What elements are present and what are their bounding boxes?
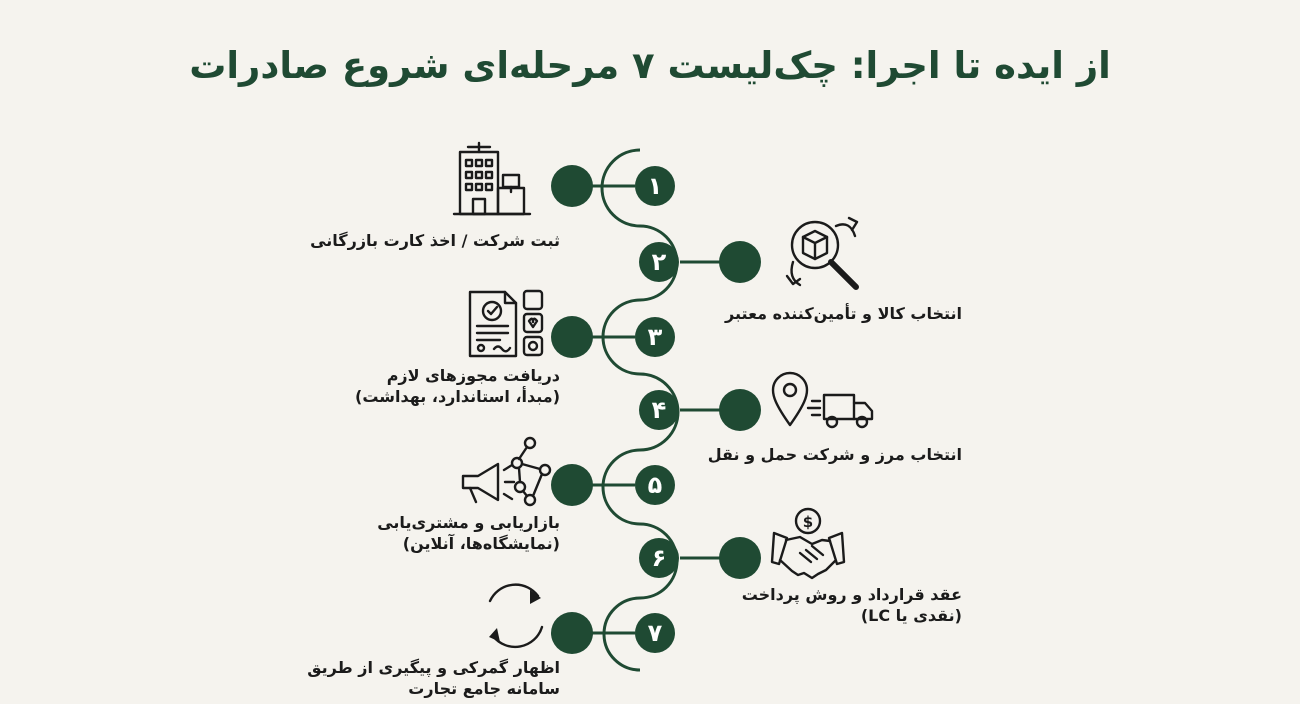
step-5-line-2: (نمایشگاه‌ها، آنلاین) [402,534,560,553]
step-1-line-1: ثبت شرکت / اخذ کارت بازرگانی [310,231,560,250]
step-number-7 [635,613,675,653]
dot-5 [551,464,593,506]
certificate-document-icon [470,291,542,356]
handshake-dollar-icon [772,509,844,578]
product-search-icon [787,218,857,287]
step-2-line-1: انتخاب کالا و تأمین‌کننده معتبر [725,304,962,323]
step-number-1-label: ۱ [647,172,663,200]
dot-6 [719,537,761,579]
office-building-icon [454,143,530,214]
step-7-label [307,657,560,699]
step-number-3-label: ۳ [647,323,663,351]
step-6-line-1: عقد قرارداد و روش پرداخت [741,585,962,604]
step-number-6 [639,538,679,578]
step-2-label [725,303,962,324]
dot-7 [551,612,593,654]
step-3-label [355,365,560,407]
step-4-line-1: انتخاب مرز و شرکت حمل و نقل [707,445,962,464]
step-number-2 [639,242,679,282]
dot-3 [551,316,593,358]
dot-1 [551,165,593,207]
step-5-line-1: بازاریابی و مشتری‌یابی [377,513,560,532]
location-truck-icon [773,373,872,427]
step-number-5-label: ۵ [647,471,663,499]
step-6-line-2: (نقدی یا LC) [860,606,962,625]
step-7-line-1: اظهار گمرکی و پیگیری از طریق [307,658,560,677]
step-number-7-label: ۷ [647,619,663,647]
dot-2 [719,241,761,283]
step-3-line-2: (مبدأ، استاندارد، بهداشت) [355,387,560,406]
step-6-label [742,584,962,626]
step-3-line-1: دریافت مجوزهای لازم [386,366,560,385]
step-number-5 [635,465,675,505]
step-number-4 [639,390,679,430]
step-4-label [708,444,962,465]
step-number-4-label: ۴ [651,396,667,424]
megaphone-network-icon [463,438,550,505]
svg-text:$: $ [802,513,814,531]
step-5-label [377,512,560,554]
dot-4 [719,389,761,431]
page-title: از ایده تا اجرا: چک‌لیست ۷ مرحله‌ای شروع صادرات [189,44,1111,87]
step-number-6-label: ۶ [651,544,667,572]
step-1-label [310,230,560,251]
step-number-1 [635,166,675,206]
step-7-line-2: سامانه جامع تجارت [408,679,560,698]
refresh-cycle-icon [489,585,542,647]
step-number-3 [635,317,675,357]
step-number-2-label: ۲ [651,248,667,276]
